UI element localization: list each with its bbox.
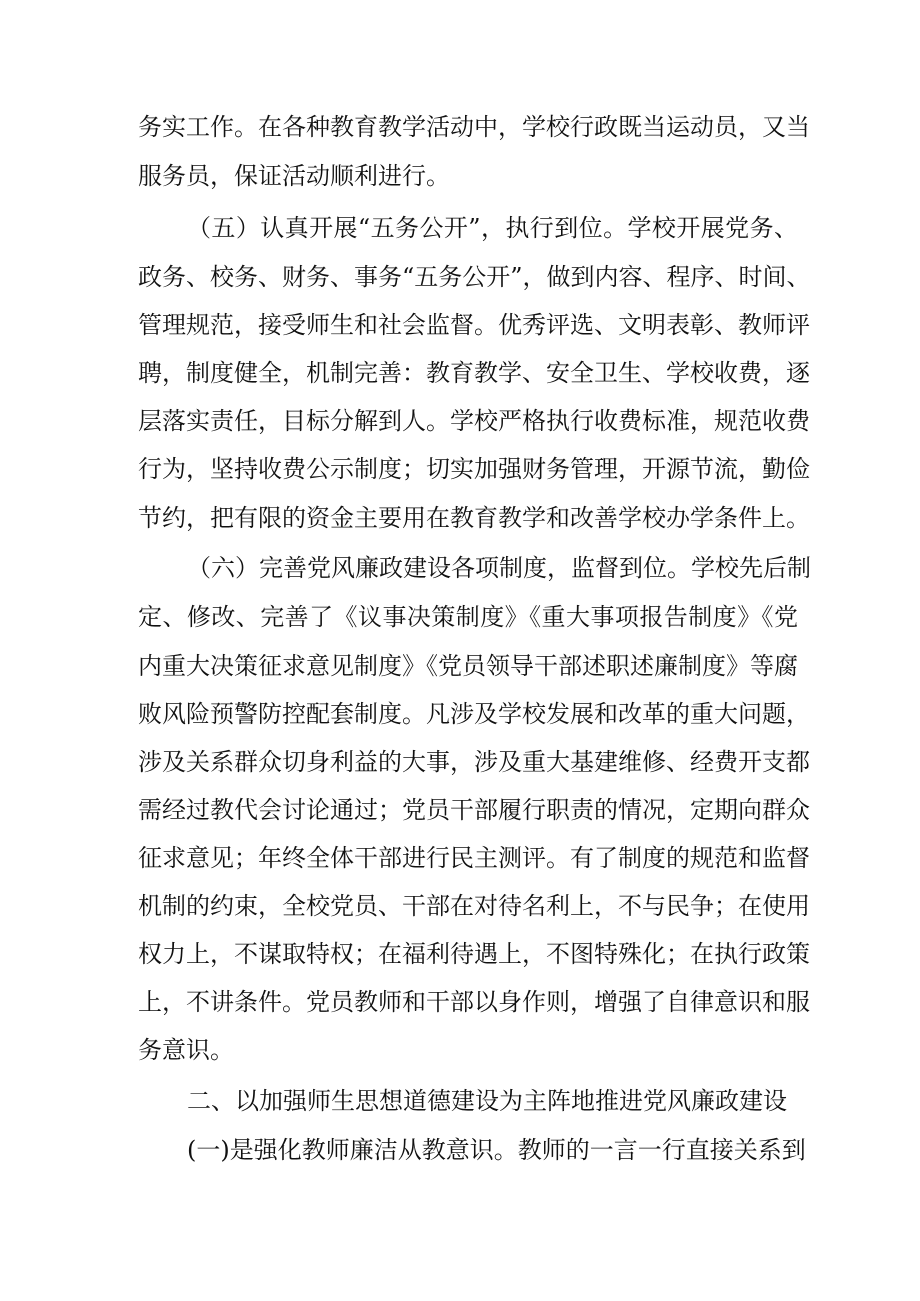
text-line: 内重大决策征求意见制度》《党员领导干部述职述廉制度》等腐: [138, 652, 798, 680]
text-line: 定、修改、完善了《议事决策制度》《重大事项报告制度》《党: [138, 603, 798, 631]
text-line: 节约，把有限的资金主要用在教育教学和改善学校办学条件上。: [138, 504, 810, 532]
text-line: 涉及关系群众切身利益的大事，涉及重大基建维修、经费开支都: [138, 748, 810, 776]
subsection-heading-one: (一)是强化教师廉洁从教意识。教师的一言一行直接关系到: [187, 1136, 806, 1164]
text-line: 政务、校务、财务、事务“五务公开”，做到内容、程序、时间、: [138, 263, 811, 291]
text-line: 聘，制度健全，机制完善：教育教学、安全卫生、学校收费，逐: [138, 359, 810, 387]
text-line: 行为，坚持收费公示制度；切实加强财务管理，开源节流，勤俭: [138, 455, 810, 483]
text-line: 权力上，不谋取特权；在福利待遇上，不图特殊化；在执行政策: [138, 940, 810, 968]
text-line: 务实工作。在各种教育教学活动中，学校行政既当运动员，又当: [138, 113, 810, 141]
text-line: 败风险预警防控配套制度。凡涉及学校发展和改革的重大问题，: [138, 700, 810, 728]
text-line: 务意识。: [138, 1036, 234, 1064]
section-heading-six: （六）完善党风廉政建设各项制度，监督到位。学校先后制: [187, 554, 811, 582]
text-line: 层落实责任，目标分解到人。学校严格执行收费标准，规范收费: [138, 407, 810, 435]
chapter-heading-two: 二、以加强师生思想道德建设为主阵地推进党风廉政建设: [187, 1087, 787, 1115]
text-line: 征求意见；年终全体干部进行民主测评。有了制度的规范和监督: [138, 844, 810, 872]
text-line: 需经过教代会讨论通过；党员干部履行职责的情况，定期向群众: [138, 796, 810, 824]
text-line: 服务员，保证活动顺利进行。: [138, 162, 450, 190]
text-line: 机制的约束，全校党员、干部在对待名利上，不与民争；在使用: [138, 892, 810, 920]
text-line: 上，不讲条件。党员教师和干部以身作则，增强了自律意识和服: [138, 988, 810, 1016]
text-line: 管理规范，接受师生和社会监督。优秀评选、文明表彰、教师评: [138, 311, 810, 339]
section-heading-five: （五）认真开展“五务公开”，执行到位。学校开展党务、: [187, 214, 798, 242]
